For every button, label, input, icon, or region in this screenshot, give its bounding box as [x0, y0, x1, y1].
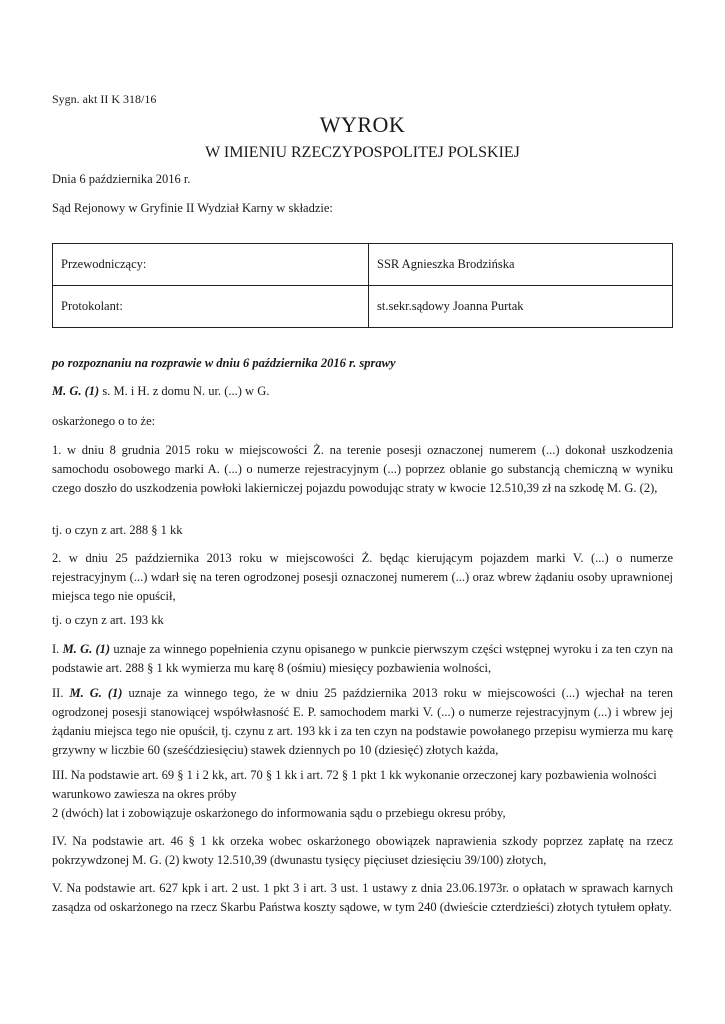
verdict-point-v [52, 879, 673, 917]
accused-line [52, 382, 673, 401]
verdict-i-name: M. G. (1) [62, 642, 111, 656]
verdict-point-i [52, 640, 673, 678]
case-intro: po rozpoznaniu na rozprawie w dniu 6 października 2016 r. sprawy [52, 356, 396, 370]
accused-name: M. G. (1) [52, 384, 100, 398]
verdict-ii-body: uznaje za winnego tego, że w dniu 25 października 2013 roku w miejscowości (...) wjechał na teren ogrodzonej posesji stanowiącej współwłasność E. P. samochodem marki V. (...) o numerze rejestracyjnym (...) i wbrew jej żądaniu miejsca tego nie opuścił, tj. czynu z art. 193 kk i za ten czyn na podstawie powołanego przepisu wymierza mu karę grzywny w liczbie 60 (sześćdziesięciu) stawek dziennych po 10 (dziesięć) złotych każda, [52, 686, 674, 757]
verdict-i-body: uznaje za winnego popełnienia czynu opisanego w punkcie pierwszym części wstępnej wyroku i za ten czyn na podstawie art. 288 § 1 kk wymierza mu karę 8 (ośmiu) miesięcy pozbawienia wolności, [52, 642, 673, 675]
name-cell: SSR Agnieszka Brodzińska [369, 244, 673, 286]
role-cell: Protokolant: [53, 286, 369, 328]
name-cell: st.sekr.sądowy Joanna Purtak [369, 286, 673, 328]
verdict-i-text [52, 640, 673, 678]
charged-intro: oskarżonego o to że: [52, 414, 156, 428]
verdict-v-text: V. Na podstawie art. 627 kpk i art. 2 ust. 1 pkt 3 i art. 3 ust. 1 ustawy z dnia 23.06.1973r. o opłatach w sprawach karnych zasądza od oskarżonego na rzecz Skarbu Państwa koszty sądowe, w tym 240 (dwieście czterdzieści) złotych tytułem opłaty. [52, 881, 673, 914]
verdict-iii-line1: III. Na podstawie art. 69 § 1 i 2 kk, art. 70 § 1 kk i art. 72 § 1 pkt 1 kk wykonanie orzeczonej kary pozbawienia wolności warunkowo zawiesza na okres próby [52, 768, 657, 801]
charged-block [52, 412, 673, 431]
charge-2-text: 2. w dniu 25 października 2013 roku w miejscowości Ż. będąc kierującym pojazdem marki V. (...) o numerze rejestracyjnym (...) wdarł się na teren ogrodzonej posesji oznaczonej numerem (...) oraz wbrew żądaniu osoby uprawnionej miejsca tego nie opuścił, [52, 551, 673, 603]
role-cell: Przewodniczący: [53, 244, 369, 286]
court-name: Sąd Rejonowy w Gryfinie II Wydział Karny w składzie: [52, 201, 333, 215]
case-intro-block [52, 354, 673, 373]
court-composition-table [52, 243, 673, 328]
verdict-iv-text: IV. Na podstawie art. 46 § 1 kk orzeka wobec oskarżonego obowiązek naprawienia szkody poprzez zapłatę na rzecz pokrzywdzonej M. G. (2) kwoty 12.510,39 (dwunastu tysięcy pięciuset dziesięciu 39/100) złotych, [52, 834, 673, 867]
charge-1-article: tj. o czyn z art. 288 § 1 kk [52, 523, 183, 537]
charge-2 [52, 549, 673, 606]
table-row [53, 244, 673, 286]
verdict-i-prefix: I. [52, 642, 63, 656]
charge-1-text: 1. w dniu 8 grudnia 2015 roku w miejscowości Ż. na terenie posesji oznaczonej numerem (...) dokonał uszkodzenia samochodu osobowego marki A. (...) o numerze rejestracyjnym (...) poprzez oblanie go substancją chemiczną w wyniku czego doszło do uszkodzenia powłoki lakierniczej pojazdu powodując straty w kwocie 12.510,39 zł na szkodę M. G. (2), [52, 443, 673, 495]
accused-block [52, 382, 673, 401]
charge-2-article: tj. o czyn z art. 193 kk [52, 613, 164, 627]
verdict-point-ii [52, 684, 673, 760]
case-signature: Sygn. akt II K 318/16 [52, 92, 157, 106]
verdict-iii-line2: 2 (dwóch) lat i zobowiązuje oskarżonego do informowania sądu o przebiegu okresu próby, [52, 806, 506, 820]
document-title: WYROK [319, 112, 406, 137]
verdict-date: Dnia 6 października 2016 r. [52, 172, 191, 186]
verdict-ii-name: M. G. (1) [69, 686, 123, 700]
verdict-ii-text [52, 684, 673, 760]
charge-1 [52, 441, 673, 498]
verdict-ii-prefix: II. [52, 686, 70, 700]
charge-2-article-block [52, 611, 673, 630]
verdict-point-iii [52, 766, 673, 823]
charge-1-article-block [52, 521, 673, 540]
table-row [53, 286, 673, 328]
accused-details: s. M. i H. z domu N. ur. (...) w G. [99, 384, 270, 398]
document-subtitle: W IMIENIU RZECZYPOSPOLITEJ POLSKIEJ [205, 144, 520, 161]
verdict-point-iv [52, 832, 673, 870]
